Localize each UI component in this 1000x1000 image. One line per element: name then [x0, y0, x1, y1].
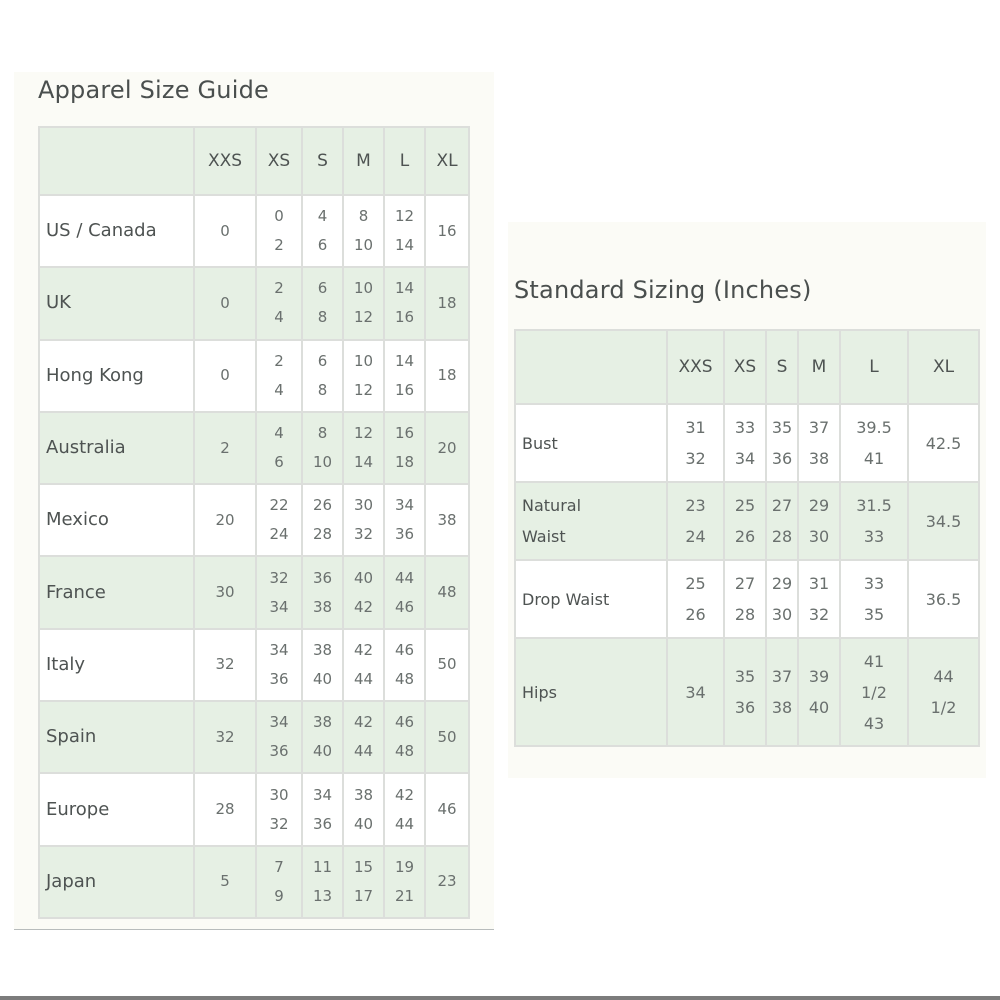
size-value: 11 [312, 857, 333, 876]
size-value: 38 [312, 597, 333, 616]
size-value: 19 [394, 857, 415, 876]
size-value: 32 [353, 525, 374, 544]
region-label: France [39, 556, 194, 628]
bottom-divider [0, 996, 1000, 1000]
size-value: 23 [685, 496, 706, 515]
size-value: 32 [685, 449, 706, 468]
size-value: 4 [274, 380, 284, 399]
table-row [515, 482, 979, 560]
size-value: 13 [312, 886, 333, 905]
size-cell-xs [256, 629, 302, 701]
size-value: 14 [394, 351, 415, 370]
size-cell-m [343, 629, 384, 701]
size-value: 0 [274, 207, 284, 226]
size-value: 4 [274, 308, 284, 327]
size-cell-l [384, 340, 425, 412]
size-cell-xxs: 5 [194, 846, 256, 918]
size-value: 31.5 [856, 496, 892, 515]
measurement-label [515, 482, 667, 560]
size-value: 10 [353, 236, 374, 255]
size-value: 38 [808, 449, 830, 468]
size-cell-l [384, 629, 425, 701]
size-value: 24 [685, 527, 706, 546]
apparel-size-guide-panel [14, 72, 494, 930]
size-cell-xl: 48 [425, 556, 469, 628]
size-value: 36.5 [925, 589, 962, 609]
size-cell-xxs: 20 [194, 484, 256, 556]
size-value: 21 [394, 886, 415, 905]
size-value: 41 [863, 449, 885, 468]
size-value: 42 [353, 640, 374, 659]
size-cell-xs [256, 773, 302, 845]
size-cell-m [343, 701, 384, 773]
measurement-label [515, 638, 667, 746]
size-header-l: L [384, 127, 425, 195]
apparel-size-guide-title: Apparel Size Guide [38, 76, 269, 104]
size-cell-s [302, 846, 343, 918]
size-value: 14 [394, 236, 415, 255]
size-value: 2 [274, 279, 284, 298]
size-value: 16 [394, 380, 415, 399]
measurement-label-line: Natural [522, 496, 582, 515]
size-cell-xs [724, 638, 766, 746]
size-cell-s [302, 556, 343, 628]
size-value: 18 [394, 453, 415, 472]
size-value: 8 [317, 424, 328, 443]
size-value: 40 [808, 698, 830, 717]
size-cell-xs [724, 482, 766, 560]
size-cell-m [798, 560, 840, 638]
standard-sizing-table [514, 329, 980, 747]
size-cell-xs [724, 404, 766, 482]
measurement-label [515, 560, 667, 638]
size-cell-l [384, 556, 425, 628]
size-cell-s [302, 629, 343, 701]
size-value: 32 [269, 568, 289, 587]
size-value: 8 [317, 380, 328, 399]
size-value: 6 [317, 351, 328, 370]
size-cell-xxs: 0 [194, 195, 256, 267]
size-value: 40 [353, 814, 374, 833]
size-value: 44 [353, 669, 374, 688]
size-value: 35 [734, 667, 756, 686]
size-cell-xxs: 28 [194, 773, 256, 845]
table-row [515, 560, 979, 638]
size-cell-xxs: 0 [194, 340, 256, 412]
size-cell-xl: 16 [425, 195, 469, 267]
size-cell-xxs: 0 [194, 267, 256, 339]
size-value: 31 [685, 418, 706, 437]
region-label: UK [39, 267, 194, 339]
size-value: 44 [353, 742, 374, 761]
size-value: 34 [269, 640, 289, 659]
size-value: 44 [394, 568, 415, 587]
size-value: 12 [394, 207, 415, 226]
size-value: 4 [317, 207, 328, 226]
size-value: 36 [771, 449, 793, 468]
size-value: 30 [269, 785, 289, 804]
size-cell-xxs [667, 560, 724, 638]
size-value: 28 [734, 605, 756, 624]
size-header-xl: XL [425, 127, 469, 195]
size-value: 28 [771, 527, 793, 546]
size-cell-xl: 18 [425, 340, 469, 412]
size-cell-l [384, 701, 425, 773]
size-value: 37 [771, 667, 793, 686]
size-value: 10 [312, 453, 333, 472]
size-value: 43 [863, 713, 885, 733]
table-row [39, 267, 469, 339]
size-value: 46 [394, 713, 415, 732]
measurement-label-line: Bust [522, 433, 558, 453]
size-value: 39.5 [856, 418, 892, 437]
size-cell-s [766, 638, 798, 746]
size-value: 2 [274, 236, 284, 255]
size-header-xs: XS [256, 127, 302, 195]
size-value: 6 [317, 279, 328, 298]
size-value: 16 [394, 308, 415, 327]
size-value: 34 [312, 785, 333, 804]
size-value: 31 [808, 574, 830, 593]
size-value: 4 [274, 424, 284, 443]
header-row [515, 330, 979, 404]
region-label: Japan [39, 846, 194, 918]
size-cell-m [798, 638, 840, 746]
size-value: 40 [312, 742, 333, 761]
size-value: 33 [863, 574, 885, 593]
size-value: 36 [734, 698, 756, 717]
size-value: 1/2 [930, 698, 957, 717]
size-header-xxs: XXS [194, 127, 256, 195]
size-cell-xl: 18 [425, 267, 469, 339]
region-label: Italy [39, 629, 194, 701]
size-cell-s [302, 195, 343, 267]
size-cell-xs [256, 267, 302, 339]
size-value: 39 [808, 667, 830, 686]
size-value: 36 [312, 814, 333, 833]
size-value: 15 [353, 857, 374, 876]
size-cell-xxs: 30 [194, 556, 256, 628]
size-cell-xl [908, 482, 979, 560]
size-value: 29 [808, 496, 830, 515]
size-value: 42 [353, 713, 374, 732]
size-value: 24 [269, 525, 289, 544]
size-value: 33 [863, 527, 885, 546]
size-value: 29 [771, 574, 793, 593]
size-value: 6 [274, 453, 284, 472]
size-value: 48 [394, 742, 415, 761]
size-cell-xxs [667, 404, 724, 482]
size-cell-s [302, 484, 343, 556]
table-row [39, 484, 469, 556]
size-value: 32 [269, 814, 289, 833]
table-row [39, 701, 469, 773]
measurement-label-line: Hips [522, 682, 557, 702]
size-value: 41 [863, 651, 885, 671]
size-value: 12 [353, 380, 374, 399]
size-cell-s [302, 412, 343, 484]
size-value: 36 [312, 568, 333, 587]
size-value: 8 [358, 207, 369, 226]
size-cell-xl: 23 [425, 846, 469, 918]
size-header-s: S [766, 330, 798, 404]
size-value: 36 [394, 525, 415, 544]
size-header-l: L [840, 330, 908, 404]
size-cell-l [384, 846, 425, 918]
size-cell-m [343, 267, 384, 339]
header-blank-cell [515, 330, 667, 404]
size-cell-l [840, 482, 908, 560]
size-value: 10 [353, 351, 374, 370]
size-cell-l [840, 404, 908, 482]
size-cell-xxs [667, 638, 724, 746]
size-value: 40 [353, 568, 374, 587]
size-value: 42 [353, 597, 374, 616]
size-value: 7 [274, 857, 284, 876]
size-cell-xl: 46 [425, 773, 469, 845]
size-cell-s [302, 340, 343, 412]
size-cell-s [302, 267, 343, 339]
size-value: 38 [312, 640, 333, 659]
size-cell-l [384, 412, 425, 484]
size-cell-xs [256, 340, 302, 412]
size-value: 34.5 [925, 511, 962, 531]
size-value: 25 [685, 574, 706, 593]
size-header-xs: XS [724, 330, 766, 404]
size-value: 26 [734, 527, 756, 546]
measurement-label-line: Drop Waist [522, 589, 610, 609]
table-row [39, 773, 469, 845]
size-cell-xs [256, 701, 302, 773]
size-header-xxs: XXS [667, 330, 724, 404]
size-header-xl: XL [908, 330, 979, 404]
size-value: 38 [353, 785, 374, 804]
region-label: Hong Kong [39, 340, 194, 412]
region-label: Australia [39, 412, 194, 484]
size-cell-m [798, 482, 840, 560]
apparel-size-table [38, 126, 470, 919]
size-value: 34 [734, 449, 756, 468]
size-value: 14 [394, 279, 415, 298]
size-header-s: S [302, 127, 343, 195]
region-label: US / Canada [39, 195, 194, 267]
size-value: 6 [317, 236, 328, 255]
size-value: 12 [353, 424, 374, 443]
table-row [39, 412, 469, 484]
size-cell-m [798, 404, 840, 482]
size-value: 35 [863, 605, 885, 624]
size-cell-s [302, 773, 343, 845]
measurement-label [515, 404, 667, 482]
size-value: 14 [353, 453, 374, 472]
size-value: 26 [312, 496, 333, 515]
measurement-label-line: Waist [522, 527, 566, 546]
size-value: 9 [274, 886, 284, 905]
size-value: 36 [269, 669, 289, 688]
size-cell-xxs [667, 482, 724, 560]
size-cell-l [384, 195, 425, 267]
table-row [39, 340, 469, 412]
size-value: 40 [312, 669, 333, 688]
standard-sizing-title: Standard Sizing (Inches) [514, 276, 812, 304]
region-label: Mexico [39, 484, 194, 556]
size-header-m: M [343, 127, 384, 195]
size-cell-xl [908, 404, 979, 482]
size-value: 34 [269, 597, 289, 616]
size-cell-m [343, 340, 384, 412]
size-value: 30 [808, 527, 830, 546]
size-value: 2 [274, 351, 284, 370]
size-value: 33 [734, 418, 756, 437]
size-value: 32 [808, 605, 830, 624]
size-cell-xl: 50 [425, 701, 469, 773]
size-cell-l [384, 484, 425, 556]
size-cell-xs [724, 560, 766, 638]
size-value: 44 [394, 814, 415, 833]
size-value: 30 [771, 605, 793, 624]
size-value: 25 [734, 496, 756, 515]
header-blank-cell [39, 127, 194, 195]
table-row [39, 195, 469, 267]
size-value: 30 [353, 496, 374, 515]
size-header-m: M [798, 330, 840, 404]
size-cell-l [840, 638, 908, 746]
size-value: 46 [394, 640, 415, 659]
size-cell-xl: 38 [425, 484, 469, 556]
size-value: 38 [771, 698, 793, 717]
size-value: 34 [394, 496, 415, 515]
size-value: 26 [685, 605, 706, 624]
size-value: 1/2 [861, 682, 887, 702]
size-cell-xxs: 32 [194, 629, 256, 701]
size-cell-xs [256, 846, 302, 918]
size-cell-m [343, 195, 384, 267]
size-cell-xl: 50 [425, 629, 469, 701]
size-cell-l [840, 560, 908, 638]
size-value: 28 [312, 525, 333, 544]
size-cell-xl [908, 638, 979, 746]
region-label: Spain [39, 701, 194, 773]
size-cell-xxs: 32 [194, 701, 256, 773]
size-value: 12 [353, 308, 374, 327]
size-value: 22 [269, 496, 289, 515]
size-cell-m [343, 412, 384, 484]
size-value: 8 [317, 308, 328, 327]
table-row [39, 846, 469, 918]
size-value: 27 [734, 574, 756, 593]
size-cell-l [384, 773, 425, 845]
size-value: 35 [771, 418, 793, 437]
size-value: 42.5 [925, 433, 962, 453]
size-cell-s [766, 560, 798, 638]
size-cell-xs [256, 484, 302, 556]
table-row [39, 629, 469, 701]
region-label: Europe [39, 773, 194, 845]
size-value: 34 [685, 682, 706, 702]
size-cell-m [343, 484, 384, 556]
table-row [515, 404, 979, 482]
size-cell-xl [908, 560, 979, 638]
size-cell-xxs: 2 [194, 412, 256, 484]
size-cell-s [302, 701, 343, 773]
size-value: 10 [353, 279, 374, 298]
size-cell-xl: 20 [425, 412, 469, 484]
size-value: 37 [808, 418, 830, 437]
size-cell-l [384, 267, 425, 339]
size-value: 46 [394, 597, 415, 616]
size-value: 36 [269, 742, 289, 761]
size-value: 42 [394, 785, 415, 804]
header-row [39, 127, 469, 195]
size-cell-xs [256, 556, 302, 628]
size-value: 38 [312, 713, 333, 732]
size-cell-m [343, 556, 384, 628]
size-value: 44 [933, 667, 954, 686]
table-row [39, 556, 469, 628]
size-cell-s [766, 482, 798, 560]
size-cell-m [343, 773, 384, 845]
size-cell-s [766, 404, 798, 482]
size-cell-xs [256, 195, 302, 267]
size-value: 27 [771, 496, 793, 515]
standard-sizing-panel [508, 222, 986, 778]
size-value: 34 [269, 713, 289, 732]
size-cell-xs [256, 412, 302, 484]
size-value: 17 [353, 886, 374, 905]
size-cell-m [343, 846, 384, 918]
size-value: 16 [394, 424, 415, 443]
table-row [515, 638, 979, 746]
size-value: 48 [394, 669, 415, 688]
